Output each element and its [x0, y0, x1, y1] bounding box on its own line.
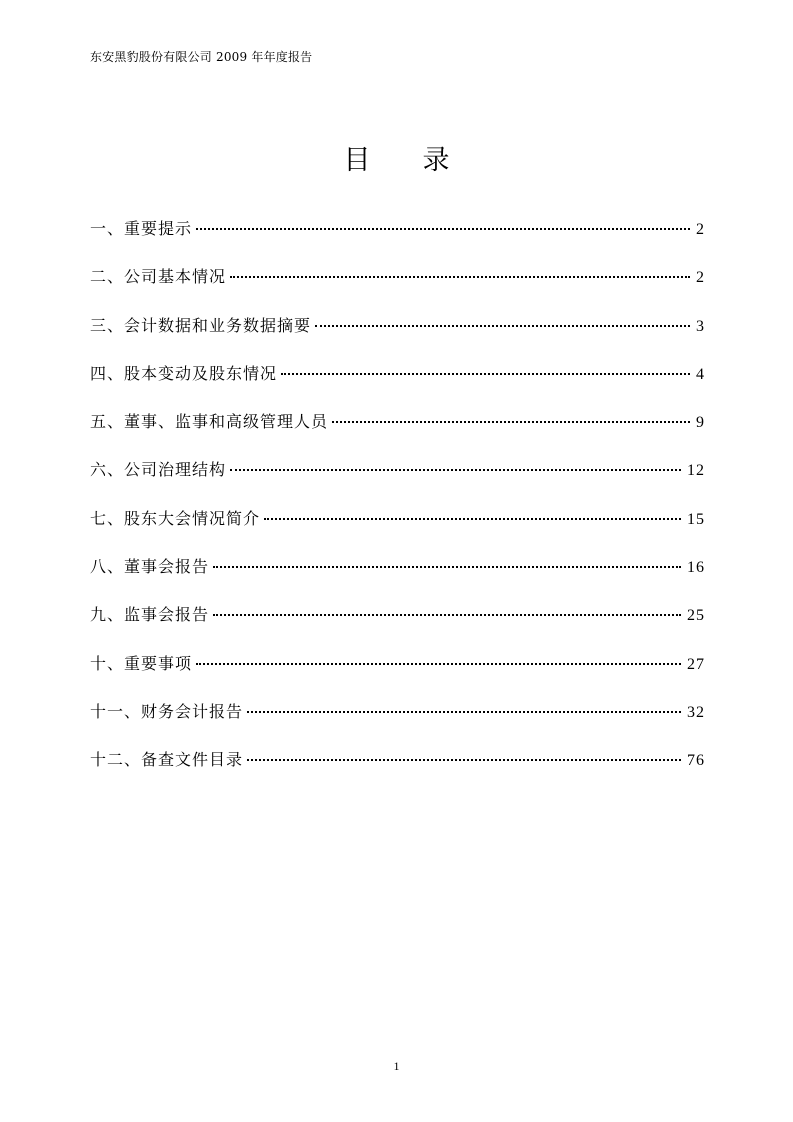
toc-entry[interactable] — [90, 216, 705, 264]
dot-leader — [264, 518, 681, 520]
dot-leader — [230, 469, 681, 471]
dot-leader — [281, 373, 690, 375]
toc-entry-label: 八、董事会报告 — [90, 557, 210, 577]
page-title: 目录 — [343, 145, 502, 176]
toc-entry[interactable] — [90, 651, 705, 699]
toc-entry-page: 76 — [687, 752, 705, 770]
toc-entry-label: 二、公司基本情况 — [90, 267, 227, 287]
toc-entry-page: 3 — [696, 317, 705, 335]
toc-entry-page: 9 — [696, 414, 705, 432]
dot-leader — [213, 566, 681, 568]
toc-entry-page: 32 — [687, 703, 705, 721]
toc-entry-page: 2 — [696, 221, 705, 238]
toc-entry[interactable] — [90, 554, 705, 602]
toc-entry-label: 三、会计数据和业务数据摘要 — [90, 315, 312, 335]
dot-leader — [315, 325, 690, 327]
running-header: 东安黑豹股份有限公司 2009 年年度报告 — [90, 50, 313, 64]
toc-entry-page: 12 — [687, 462, 705, 480]
toc-entry[interactable] — [90, 264, 705, 312]
toc-entry-label: 五、董事、监事和高级管理人员 — [90, 412, 329, 432]
dot-leader — [196, 663, 681, 665]
dot-leader — [247, 711, 681, 713]
dot-leader — [230, 276, 690, 278]
dot-leader — [196, 228, 690, 230]
toc-entry[interactable] — [90, 457, 705, 505]
toc-entry[interactable] — [90, 699, 705, 747]
page-number: 1 — [393, 1059, 400, 1073]
toc-entry-label: 十、重要事项 — [90, 653, 193, 673]
toc-entry[interactable] — [90, 602, 705, 650]
toc-entry-page: 25 — [687, 607, 705, 625]
dot-leader — [247, 759, 681, 761]
toc-entry-page: 4 — [696, 365, 705, 383]
dot-leader — [332, 421, 690, 423]
toc-entry[interactable] — [90, 747, 705, 795]
toc-entry-label: 六、公司治理结构 — [90, 460, 227, 480]
table-of-contents — [90, 216, 705, 796]
toc-entry[interactable] — [90, 506, 705, 554]
toc-entry-label: 一、重要提示 — [90, 219, 193, 238]
toc-entry-label: 四、股本变动及股东情况 — [90, 363, 278, 383]
toc-entry[interactable] — [90, 313, 705, 361]
toc-entry-page: 15 — [687, 510, 705, 528]
toc-entry-page: 16 — [687, 559, 705, 577]
toc-entry[interactable] — [90, 409, 705, 457]
toc-entry[interactable] — [90, 361, 705, 409]
toc-entry-label: 九、监事会报告 — [90, 605, 210, 625]
toc-entry-label: 十二、备查文件目录 — [90, 750, 244, 770]
dot-leader — [213, 614, 681, 616]
toc-entry-label: 七、股东大会情况简介 — [90, 508, 261, 528]
toc-entry-label: 十一、财务会计报告 — [90, 701, 244, 721]
toc-entry-page: 2 — [696, 269, 705, 287]
toc-entry-page: 27 — [687, 655, 705, 673]
